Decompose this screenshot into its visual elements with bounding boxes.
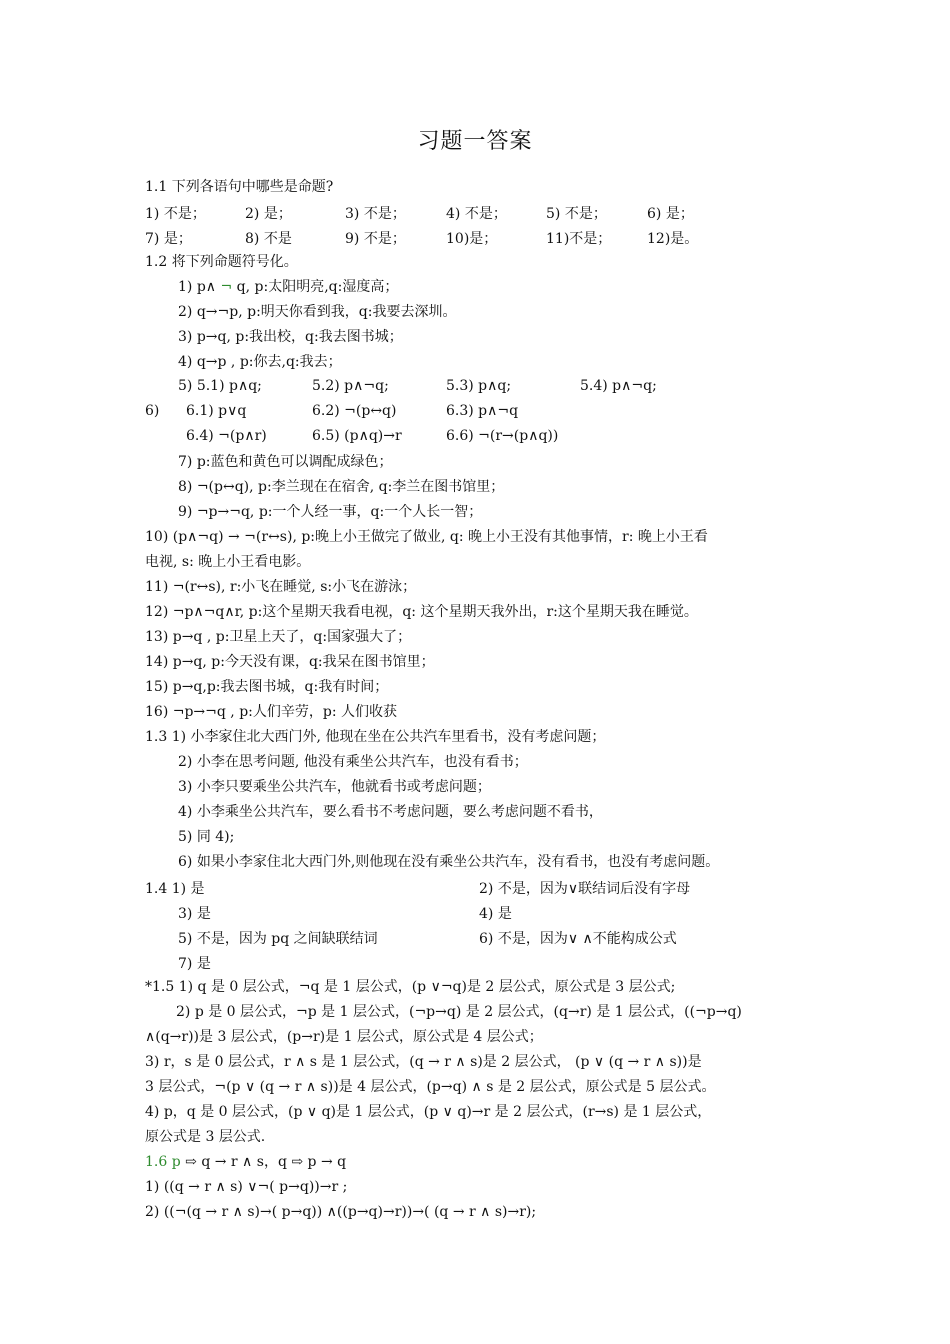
q1-5-line-7: 原公式是 3 层公式.: [145, 1129, 266, 1145]
q1-1-answer: 7) 是；: [145, 231, 192, 247]
q1-4-item-5: 5) 不是，因为 pq 之间缺联结词: [178, 931, 378, 947]
q1-2-item-1: [178, 278, 398, 296]
q1-3-item-1: 1.3 1) 小李家住北大西门外, 他现在坐在公共汽车里看书，没有考虑问题；: [145, 729, 606, 745]
q1-1-answer: 11)不是；: [546, 231, 612, 247]
q1-1-answer: 4) 不是；: [446, 206, 507, 222]
q1-4-item-7: 7) 是: [178, 956, 211, 972]
q1-2-item-13: 13) p→q , p:卫星上天了，q:国家强大了；: [145, 629, 412, 645]
q1-4-item-1: 1.4 1) 是: [145, 881, 205, 897]
q1-2-item-6-4: 6.4) ¬(p∧r): [186, 428, 267, 444]
q1-1-answer: 12)是。: [647, 231, 699, 247]
q1-5-line-5: 3 层公式，¬(p ∨ (q → r ∧ s))是 4 层公式，(p→q) ∧ s 是 2 层公式，原公式是 5 层公式。: [145, 1079, 716, 1095]
q1-1-answer: 8) 不是: [245, 231, 292, 247]
formula-text: 1) p∧: [178, 279, 217, 295]
q1-5-line-1: *1.5 1) q 是 0 层公式，¬q 是 1 层公式，(p ∨¬q)是 2 层公式，原公式是 3 层公式;: [145, 979, 676, 995]
q1-1-answer: 5) 不是；: [546, 206, 607, 222]
q1-2-item-3: 3) p→q, p:我出校，q:我去图书城；: [178, 329, 403, 345]
q1-2-item-6-label: 6): [145, 403, 160, 419]
q1-2-item-6-3: 6.3) p∧¬q: [446, 403, 519, 419]
q1-6-heading-formula: ⇨ q → r ∧ s，q ⇨ p → q: [185, 1154, 347, 1170]
q1-1-heading: 1.1 下列各语句中哪些是命题?: [145, 179, 334, 195]
q1-1-answer: 9) 不是；: [345, 231, 406, 247]
q1-1-answer: 1) 不是；: [145, 206, 206, 222]
q1-3-item-6: 6) 如果小李家住北大西门外,则他现在没有乘坐公共汽车，没有看书，也没有考虑问题。: [178, 854, 720, 870]
q1-6-item-2: 2) ((¬(q → r ∧ s)→( p→q)) ∧((p→q)→r))→( (q → r ∧ s)→r);: [145, 1204, 537, 1220]
formula-text: q, p:太阳明亮,q:湿度高；: [236, 279, 399, 295]
q1-2-item-5-3: 5.3) p∧q;: [446, 378, 512, 394]
q1-4-item-2: 2) 不是，因为∨联结词后没有字母: [479, 881, 691, 897]
q1-6-heading: [145, 1153, 346, 1171]
q1-4-item-4: 4) 是: [479, 906, 512, 922]
q1-2-item-10: 10) (p∧¬q) → ¬(r↔s), p:晚上小王做完了做业, q: 晚上小王没有其他事情，r: 晚上小王看: [145, 529, 708, 545]
page-title: 习题一答案: [417, 129, 533, 154]
q1-2-item-10-cont: 电视, s: 晚上小王看电影。: [145, 554, 311, 570]
q1-2-item-5-4: 5.4) p∧¬q;: [580, 378, 657, 394]
q1-2-item-5-2: 5.2) p∧¬q;: [312, 378, 389, 394]
q1-2-item-7: 7) p:蓝色和黄色可以调配成绿色；: [178, 454, 393, 470]
q1-3-item-3: 3) 小李只要乘坐公共汽车，他就看书或考虑问题；: [178, 779, 491, 795]
q1-2-item-6-2: 6.2) ¬(p↔q): [312, 403, 397, 419]
q1-2-item-6-1: 6.1) p∨q: [186, 403, 247, 419]
q1-1-answer: 2) 是；: [245, 206, 292, 222]
q1-1-answer: 6) 是；: [647, 206, 694, 222]
negation-symbol: ¬: [220, 279, 233, 295]
q1-2-heading: 1.2 将下列命题符号化。: [145, 254, 298, 270]
q1-5-line-2: 2) p 是 0 层公式，¬p 是 1 层公式，(¬p→q) 是 2 层公式，(q→r) 是 1 层公式，((¬p→q): [176, 1004, 742, 1020]
q1-4-item-3: 3) 是: [178, 906, 211, 922]
q1-6-item-1: 1) ((q → r ∧ s) ∨¬( p→q))→r ;: [145, 1179, 348, 1195]
q1-2-item-5-1: 5) 5.1) p∧q;: [178, 378, 262, 394]
q1-6-heading-label: 1.6 p: [145, 1154, 181, 1170]
q1-3-item-2: 2) 小李在思考问题, 他没有乘坐公共汽车，也没有看书；: [178, 754, 528, 770]
q1-1-answer: 10)是；: [446, 231, 498, 247]
q1-2-item-6-6: 6.6) ¬(r→(p∧q)): [446, 428, 559, 444]
q1-2-item-6-5: 6.5) (p∧q)→r: [312, 428, 402, 444]
q1-5-line-3: ∧(q→r))是 3 层公式，(p→r)是 1 层公式，原公式是 4 层公式；: [145, 1029, 543, 1045]
q1-3-item-5: 5) 同 4);: [178, 829, 235, 845]
q1-2-item-12: 12) ¬p∧¬q∧r, p:这个星期天我看电视，q: 这个星期天我外出，r:这个星期天我在睡觉。: [145, 604, 698, 620]
q1-4-item-6: 6) 不是，因为∨ ∧不能构成公式: [479, 931, 677, 947]
q1-2-item-15: 15) p→q,p:我去图书城，q:我有时间；: [145, 679, 389, 695]
q1-1-answer: 3) 不是；: [345, 206, 406, 222]
q1-5-line-6: 4) p，q 是 0 层公式，(p ∨ q)是 1 层公式，(p ∨ q)→r 是 2 层公式，(r→s) 是 1 层公式，: [145, 1104, 712, 1120]
q1-2-item-11: 11) ¬(r↔s), r:小飞在睡觉, s:小飞在游泳；: [145, 579, 417, 595]
q1-3-item-4: 4) 小李乘坐公共汽车，要么看书不考虑问题，要么考虑问题不看书，: [178, 804, 603, 820]
q1-5-line-4: 3) r，s 是 0 层公式，r ∧ s 是 1 层公式，(q → r ∧ s)是 2 层公式， (p ∨ (q → r ∧ s))是: [145, 1054, 702, 1070]
q1-2-item-14: 14) p→q, p:今天没有课，q:我呆在图书馆里；: [145, 654, 435, 670]
q1-2-item-9: 9) ¬p→¬q, p:一个人经一事，q:一个人长一智；: [178, 504, 483, 520]
q1-2-item-2: 2) q→¬p, p:明天你看到我，q:我要去深圳。: [178, 304, 457, 320]
q1-2-item-8: 8) ¬(p↔q), p:李兰现在在宿舍, q:李兰在图书馆里；: [178, 479, 505, 495]
q1-2-item-4: 4) q→p , p:你去,q:我去；: [178, 354, 342, 370]
q1-2-item-16: 16) ¬p→¬q , p:人们辛劳，p: 人们收获: [145, 704, 397, 720]
